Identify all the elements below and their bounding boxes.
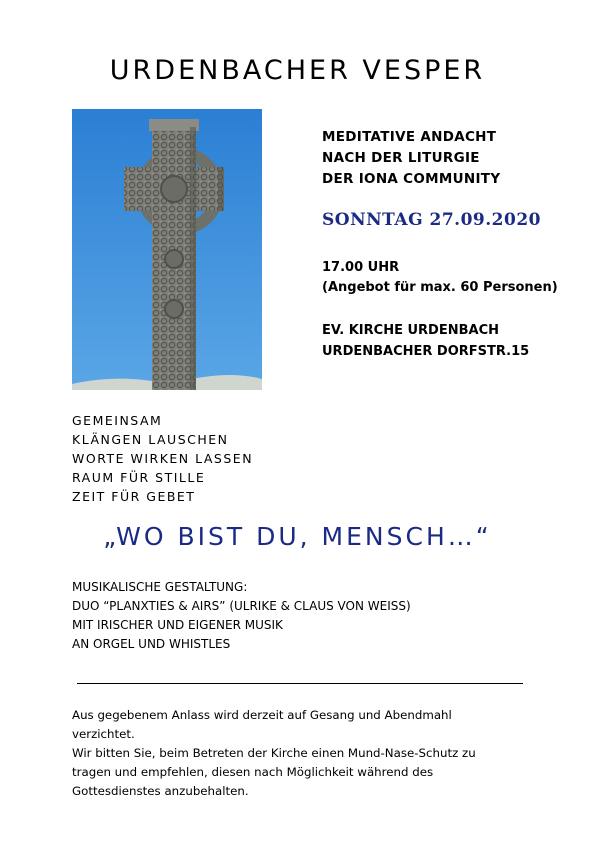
notice-line: verzichtet. [72,727,135,741]
music-line: DUO “PLANXTIES & AIRS” (ULRIKE & CLAUS VON WEISS) [72,599,411,613]
theme-item: KLÄNGEN LAUSCHEN [72,432,229,447]
themes-list [72,411,253,506]
notice-line: Wir bitten Sie, beim Betreten der Kirche einen Mund-Nase-Schutz zu [72,746,476,760]
divider [77,683,523,684]
location-line: URDENBACHER DORFSTR.15 [322,344,530,359]
notice-block [72,706,542,801]
event-date: SONNTAG 27.09.2020 [322,210,541,230]
music-block [72,578,411,654]
location-line: EV. KIRCHE URDENBACH [322,323,499,338]
music-line: AN ORGEL UND WHISTLES [72,637,231,651]
celtic-cross-photo [72,109,262,390]
location-block [322,320,529,362]
page-title: URDENBACHER VESPER [109,55,486,86]
intro-line: NACH DER LITURGIE [322,150,480,166]
theme-item: RAUM FÜR STILLE [72,470,206,485]
notice-line: tragen und empfehlen, diesen nach Möglichkeit während des [72,765,434,779]
notice-line: Aus gegebenem Anlass wird derzeit auf Gesang und Abendmahl [72,708,452,722]
intro-block [322,127,500,190]
theme-item: WORTE WIRKEN LASSEN [72,451,254,466]
music-line: MUSIKALISCHE GESTALTUNG: [72,580,248,594]
capacity-line: (Angebot für max. 60 Personen) [322,280,558,295]
theme-quote: „WO BIST DU, MENSCH…“ [103,522,492,551]
theme-item: ZEIT FÜR GEBET [72,489,196,504]
music-line: MIT IRISCHER UND EIGENER MUSIK [72,618,283,632]
intro-line: MEDITATIVE ANDACHT [322,129,497,145]
time-block [322,258,558,298]
time-line: 17.00 UHR [322,260,400,275]
intro-line: DER IONA COMMUNITY [322,171,501,187]
theme-item: GEMEINSAM [72,413,163,428]
notice-line: Gottesdienstes anzubehalten. [72,784,249,798]
